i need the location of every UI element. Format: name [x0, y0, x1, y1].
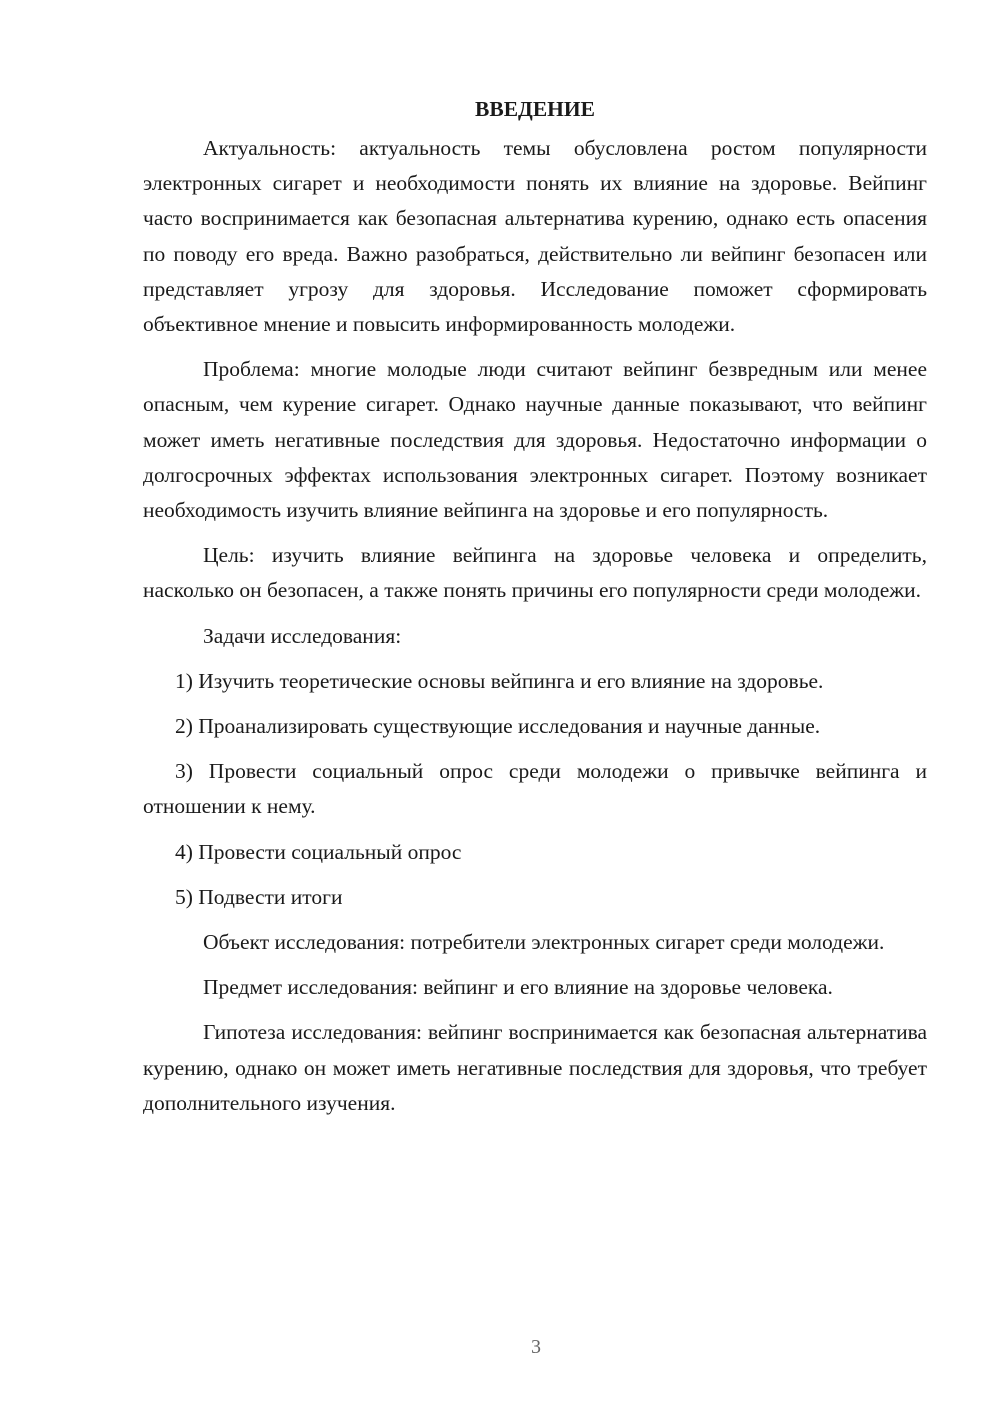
- task-item-2: 2) Проанализировать существующие исследования и научные данные.: [175, 714, 821, 739]
- task-item-4: 4) Провести социальный опрос: [175, 839, 462, 864]
- task-item-1: 1) Изучить теоретические основы вейпинга и его влияние на здоровье.: [175, 668, 824, 693]
- paragraph-relevance: Актуальность: актуальность темы обусловлена ростом популярности электронных сигарет и необходимости понять их влияние на здоровье. Вейпинг часто воспринимается как безопасная альтернатива курению, однако есть опасения по поводу его вреда. Важно разобраться, действительно ли вейпинг безопасен или представляет угрозу для здоровья. Исследование поможет сформировать объективное мнение и повысить информированность молодежи.: [143, 136, 927, 337]
- paragraph-hypothesis: Гипотеза исследования: вейпинг воспринимается как безопасная альтернатива курению, однако он может иметь негативные последствия для здоровья, что требует дополнительного изучения.: [143, 1020, 927, 1115]
- task-item-5: 5) Подвести итоги: [175, 884, 343, 909]
- page-number: 3: [531, 1336, 541, 1358]
- paragraph-subject: Предмет исследования: вейпинг и его влияние на здоровье человека.: [203, 975, 833, 1000]
- paragraph-tasks-intro: Задачи исследования:: [203, 623, 402, 648]
- section-heading: ВВЕДЕНИЕ: [475, 97, 595, 121]
- paragraph-problem: Проблема: многие молодые люди считают вейпинг безвредным или менее опасным, чем курение сигарет. Однако научные данные показывают, что вейпинг может иметь негативные последствия для здоровья. Недостаточно информации о долгосрочных эффектах использования электронных сигарет. Поэтому возникает необходимость изучить влияние вейпинга на здоровье и его популярность.: [143, 357, 927, 523]
- paragraph-goal: Цель: изучить влияние вейпинга на здоровье человека и определить, насколько он безопасен, а также понять причины его популярности среди молодежи.: [143, 543, 927, 603]
- page-body: [143, 92, 927, 1131]
- task-item-3: 3) Провести социальный опрос среди молодежи о привычке вейпинга и отношении к нему.: [143, 759, 927, 819]
- paragraph-object: Объект исследования: потребители электронных сигарет среди молодежи.: [203, 930, 885, 955]
